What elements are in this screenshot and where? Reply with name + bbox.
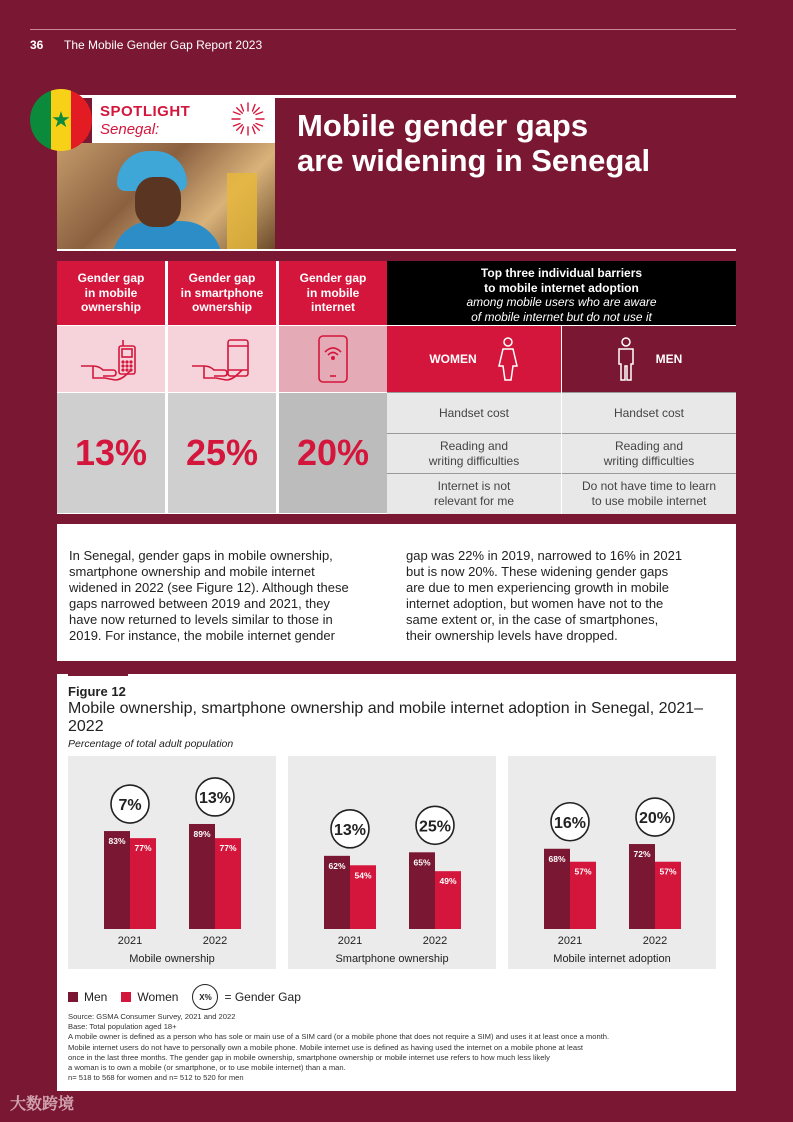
gap-label-2021: 16% bbox=[553, 814, 587, 832]
gap-label-2022: 20% bbox=[638, 810, 672, 828]
hand-feature-phone-icon bbox=[57, 325, 165, 392]
figure-label: Figure 12 bbox=[68, 684, 126, 699]
chart-title: Smartphone ownership bbox=[335, 953, 449, 965]
x-tick-label-2022: 2022 bbox=[642, 935, 668, 947]
gap-heading: Gender gap in mobile ownership bbox=[57, 261, 165, 325]
header-divider bbox=[30, 29, 736, 30]
women-header bbox=[387, 325, 561, 392]
men-barrier-1: Handset cost bbox=[562, 392, 736, 433]
gap-label-2022: 25% bbox=[418, 818, 452, 836]
body-column-2: gap was 22% in 2019, narrowed to 16% in 2021 but is now 20%. These widening gender gaps are due to men experiencing growth in mobile internet adoption, but women have not to the same extent or, in the case of smartphones, their ownership levels have dropped. bbox=[406, 548, 683, 643]
page-header bbox=[0, 0, 793, 60]
data-label-women-2022: 57% bbox=[659, 866, 677, 877]
gap-column-mobile-ownership bbox=[57, 261, 165, 513]
women-barrier-2: Reading and writing difficulties bbox=[387, 433, 561, 473]
x-tick-label-2022: 2022 bbox=[422, 935, 448, 947]
legend-men: Men bbox=[84, 990, 108, 1004]
chart-panel-mobile-internet-adoption bbox=[508, 756, 716, 969]
men-barrier-3: Do not have time to learn to use mobile internet bbox=[562, 473, 736, 514]
spotlight-country: Senegal: bbox=[100, 121, 160, 138]
legend-swatch-women bbox=[121, 992, 131, 1002]
gap-label-2021: 7% bbox=[118, 797, 142, 815]
gap-value: 20% bbox=[279, 392, 387, 513]
gap-column-mobile-internet bbox=[279, 261, 387, 513]
x-tick-label-2022: 2022 bbox=[202, 935, 228, 947]
chart-title: Mobile internet adoption bbox=[553, 953, 671, 965]
men-label: MEN bbox=[655, 352, 683, 366]
spotlight-label: SPOTLIGHT bbox=[100, 103, 191, 120]
chart-panel-mobile-ownership bbox=[68, 756, 276, 969]
data-label-men-2021: 68% bbox=[548, 853, 566, 864]
men-barrier-2: Reading and writing difficulties bbox=[562, 433, 736, 473]
figure-accent-rule bbox=[68, 674, 128, 676]
body-column-1: In Senegal, gender gaps in mobile ownership, smartphone ownership and mobile internet widened in 2022 (see Figure 12). Although these gaps narrowed between 2019 and 2021, they have now returned to levels similar to those in 2019. For instance, the mobile internet gender bbox=[69, 548, 349, 643]
data-label-women-2021: 57% bbox=[574, 866, 592, 877]
chart-panel-smartphone-ownership bbox=[288, 756, 496, 969]
chart-legend bbox=[68, 984, 301, 1010]
x-tick-label-2021: 2021 bbox=[337, 935, 363, 947]
page-number: 36 bbox=[30, 38, 44, 52]
senegal-flag-icon: ★ bbox=[30, 89, 92, 151]
data-label-women-2022: 49% bbox=[439, 876, 457, 887]
figure-source-notes: Source: GSMA Consumer Survey, 2021 and 2022 Base: Total population aged 18+ A mobile owner is defined as a person who has sole or main use of a SIM card (or a mobile phone that does not require a SIM) and uses it at least once a month. Mobile internet users do not have to personally own a mobile phone. Mobile internet use is defined as having used the internet on a mobile phone at least once in the last three months. The gender gap in mobile ownership, smartphone ownership or mobile internet use refers to how much less likely a woman is to own a mobile (or smartphone, or to use mobile internet) than a man. n= 518 to 568 for women and n= 512 to 520 for men bbox=[68, 1012, 610, 1083]
hero-title: Mobile gender gaps are widening in Senegal bbox=[297, 108, 651, 178]
gap-heading: Gender gap in smartphone ownership bbox=[168, 261, 276, 325]
woman-icon bbox=[497, 336, 519, 382]
gap-value: 25% bbox=[168, 392, 276, 513]
data-label-men-2021: 62% bbox=[328, 860, 346, 871]
hero-bottom-rule bbox=[57, 249, 736, 251]
report-title: The Mobile Gender Gap Report 2023 bbox=[64, 38, 263, 52]
women-barrier-3: Internet is not relevant for me bbox=[387, 473, 561, 514]
data-label-men-2021: 83% bbox=[108, 836, 126, 847]
gap-column-smartphone-ownership bbox=[168, 261, 276, 513]
gap-heading: Gender gap in mobile internet bbox=[279, 261, 387, 325]
legend-women: Women bbox=[137, 990, 179, 1004]
bar-men-2022 bbox=[189, 824, 215, 929]
figure-subtitle: Percentage of total adult population bbox=[68, 738, 234, 750]
gap-value: 13% bbox=[57, 392, 165, 513]
data-label-men-2022: 89% bbox=[193, 828, 211, 839]
figure-12 bbox=[57, 674, 736, 1091]
legend-gap: = Gender Gap bbox=[224, 990, 301, 1004]
women-label: WOMEN bbox=[429, 352, 477, 366]
barriers-heading: Top three individual barriers to mobile internet adoption among mobile users who are aware of mobile internet but do not use it bbox=[387, 261, 736, 325]
starburst-icon bbox=[230, 101, 266, 137]
body-text-box bbox=[57, 524, 736, 661]
data-label-men-2022: 65% bbox=[413, 857, 431, 868]
man-icon bbox=[616, 336, 636, 382]
men-header bbox=[562, 325, 736, 392]
gender-gap-table bbox=[57, 261, 736, 514]
data-label-men-2022: 72% bbox=[633, 849, 651, 860]
data-label-women-2022: 77% bbox=[219, 843, 237, 854]
senegal-woman-photo bbox=[57, 143, 275, 249]
x-tick-label-2021: 2021 bbox=[117, 935, 143, 947]
gap-label-2021: 13% bbox=[333, 821, 367, 839]
data-label-women-2021: 77% bbox=[134, 843, 152, 854]
women-barrier-1: Handset cost bbox=[387, 392, 561, 433]
gap-symbol-icon: X% bbox=[192, 984, 218, 1010]
legend-swatch-men bbox=[68, 992, 78, 1002]
phone-wifi-icon bbox=[279, 325, 387, 392]
x-tick-label-2021: 2021 bbox=[557, 935, 583, 947]
figure-title: Mobile ownership, smartphone ownership and mobile internet adoption in Senegal, 2021–2022 bbox=[68, 700, 704, 735]
hand-smartphone-icon bbox=[168, 325, 276, 392]
watermark: 大数跨境 bbox=[10, 1096, 75, 1113]
data-label-women-2021: 54% bbox=[354, 870, 372, 881]
chart-title: Mobile ownership bbox=[129, 953, 215, 965]
gap-label-2022: 13% bbox=[198, 789, 232, 807]
